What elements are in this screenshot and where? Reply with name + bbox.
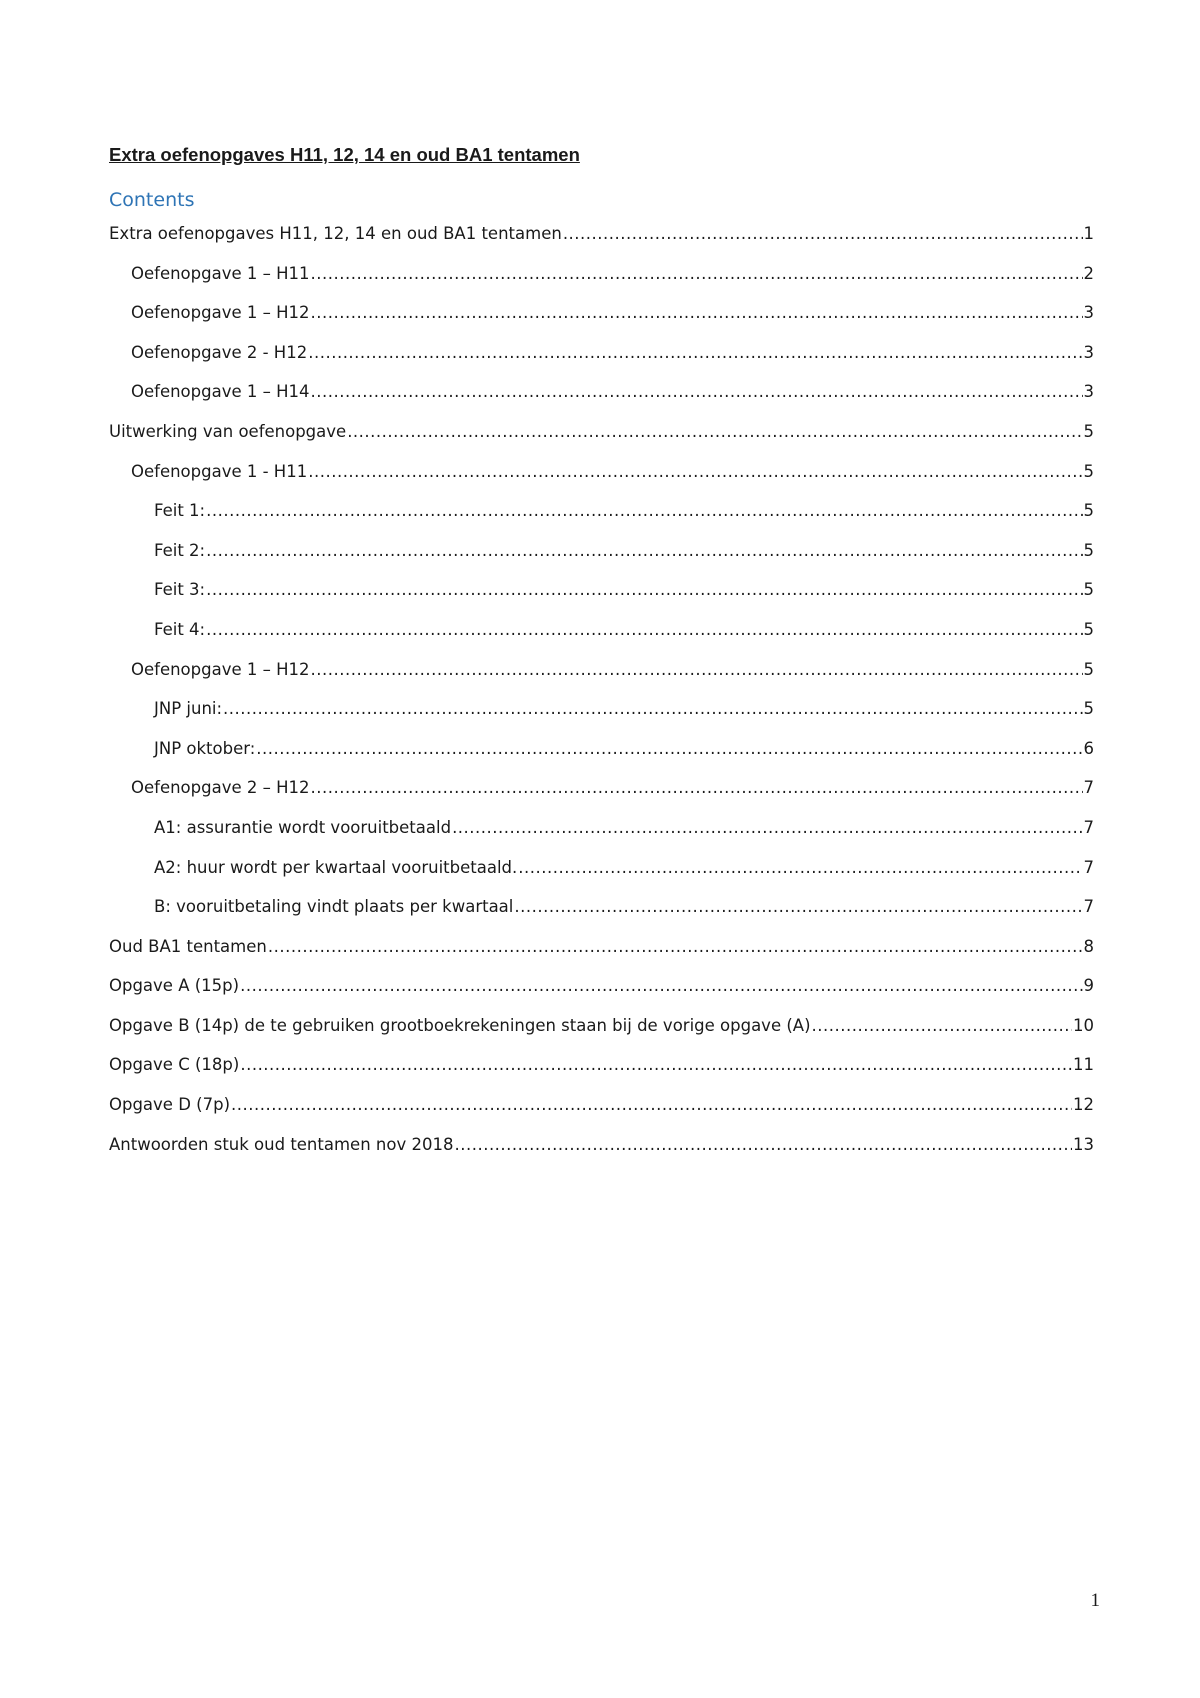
toc-entry[interactable] (109, 417, 1094, 457)
toc-dot-leader (311, 298, 1083, 328)
toc-entry-text: Oefenopgave 1 – H14 (131, 382, 310, 402)
toc-entry-page: 6 (1083, 738, 1094, 758)
toc-entry[interactable] (109, 536, 1094, 576)
toc-entry-page: 7 (1083, 857, 1094, 877)
toc-entry-page: 3 (1083, 303, 1094, 323)
toc-entry-text: Uitwerking van oefenopgave (109, 421, 347, 441)
toc-entry[interactable] (109, 1011, 1094, 1051)
toc-entry-page: 8 (1083, 936, 1094, 956)
toc-heading: Contents (109, 189, 195, 211)
toc-dot-leader (240, 971, 1082, 1001)
toc-entry-text: Oud BA1 tentamen (109, 936, 267, 956)
toc-dot-leader (223, 694, 1082, 724)
toc-dot-leader (206, 575, 1082, 605)
toc-entry[interactable] (109, 694, 1094, 734)
toc-entry-text: B: vooruitbetaling vindt plaats per kwartaal (154, 897, 514, 917)
toc-entry-text: A2: huur wordt per kwartaal vooruitbetaald. (154, 857, 518, 877)
toc-dot-leader (311, 259, 1083, 289)
toc-entry[interactable] (109, 575, 1094, 615)
toc-dot-leader (206, 536, 1082, 566)
toc-entry-page: 11 (1073, 1055, 1094, 1075)
toc-dot-leader (311, 377, 1083, 407)
toc-entry-page: 5 (1083, 501, 1094, 521)
toc-dot-leader (311, 773, 1083, 803)
toc-entry[interactable] (109, 457, 1094, 497)
toc-entry-text: A1: assurantie wordt vooruitbetaald (154, 817, 452, 837)
toc-entry[interactable] (109, 259, 1094, 299)
toc-entry-text: JNP juni: (154, 699, 223, 719)
toc-dot-leader (454, 1130, 1072, 1160)
toc-entry-text: Opgave D (7p) (109, 1095, 231, 1115)
toc-dot-leader (518, 853, 1082, 883)
toc-entry-text: Oefenopgave 1 – H11 (131, 263, 310, 283)
toc-entry[interactable] (109, 496, 1094, 536)
toc-entry-page: 5 (1083, 659, 1094, 679)
toc-entry[interactable] (109, 773, 1094, 813)
toc-dot-leader (231, 1090, 1072, 1120)
toc-entry-page: 7 (1083, 817, 1094, 837)
toc-entry[interactable] (109, 219, 1094, 259)
toc-entry-text: Antwoorden stuk oud tentamen nov 2018 (109, 1134, 454, 1154)
toc-entry-text: Oefenopgave 1 – H12 (131, 303, 310, 323)
toc-entry[interactable] (109, 813, 1094, 853)
toc-entry-page: 1 (1083, 224, 1094, 243)
toc-dot-leader (452, 813, 1082, 843)
toc-entry-page: 5 (1083, 540, 1094, 560)
toc-dot-leader (308, 457, 1082, 487)
toc-entry[interactable] (109, 1130, 1094, 1170)
toc-entry[interactable] (109, 298, 1094, 338)
toc-entry-text: Opgave C (18p) (109, 1055, 240, 1075)
table-of-contents (109, 219, 1094, 1169)
toc-entry-page: 10 (1073, 1015, 1094, 1035)
toc-dot-leader (206, 615, 1082, 645)
toc-entry-text: Extra oefenopgaves H11, 12, 14 en oud BA1 tentamen (109, 224, 562, 243)
toc-entry-text: Oefenopgave 1 - H11 (131, 461, 308, 481)
toc-dot-leader (311, 655, 1083, 685)
toc-entry-page: 9 (1083, 976, 1094, 996)
toc-entry-text: Feit 1: (154, 501, 206, 521)
toc-dot-leader (268, 932, 1083, 962)
toc-entry[interactable] (109, 338, 1094, 378)
toc-entry-text: Opgave B (14p) de te gebruiken grootboekrekeningen staan bij de vorige opgave (A) (109, 1015, 811, 1035)
toc-entry-page: 5 (1083, 580, 1094, 600)
toc-entry-page: 12 (1073, 1095, 1094, 1115)
toc-entry-text: Oefenopgave 1 – H12 (131, 659, 310, 679)
toc-entry-text: Feit 4: (154, 619, 206, 639)
toc-entry-text: Oefenopgave 2 - H12 (131, 342, 308, 362)
toc-entry-page: 7 (1083, 778, 1094, 798)
toc-dot-leader (256, 734, 1082, 764)
toc-entry[interactable] (109, 655, 1094, 695)
toc-entry-text: Feit 3: (154, 580, 206, 600)
toc-entry-page: 5 (1083, 461, 1094, 481)
toc-entry-page: 5 (1083, 619, 1094, 639)
toc-entry[interactable] (109, 615, 1094, 655)
page-title: Extra oefenopgaves H11, 12, 14 en oud BA1 tentamen (109, 144, 580, 165)
toc-entry-page: 3 (1083, 382, 1094, 402)
toc-entry-text: Oefenopgave 2 – H12 (131, 778, 310, 798)
toc-entry-text: JNP oktober: (154, 738, 256, 758)
toc-dot-leader (514, 892, 1082, 922)
toc-entry[interactable] (109, 932, 1094, 972)
toc-dot-leader (563, 219, 1083, 249)
toc-entry[interactable] (109, 734, 1094, 774)
toc-dot-leader (812, 1011, 1072, 1041)
toc-entry[interactable] (109, 1090, 1094, 1130)
toc-dot-leader (240, 1050, 1072, 1080)
toc-dot-leader (347, 417, 1082, 447)
page-number: 1 (1090, 1590, 1100, 1611)
toc-entry[interactable] (109, 853, 1094, 893)
toc-entry-page: 2 (1083, 263, 1094, 283)
toc-entry-text: Feit 2: (154, 540, 206, 560)
toc-entry-text: Opgave A (15p) (109, 976, 240, 996)
toc-entry[interactable] (109, 892, 1094, 932)
toc-dot-leader (206, 496, 1082, 526)
toc-entry-page: 5 (1083, 421, 1094, 441)
toc-entry[interactable] (109, 377, 1094, 417)
toc-entry[interactable] (109, 1050, 1094, 1090)
toc-entry-page: 5 (1083, 699, 1094, 719)
toc-dot-leader (308, 338, 1082, 368)
toc-entry-page: 13 (1073, 1134, 1094, 1154)
toc-entry-page: 7 (1083, 897, 1094, 917)
toc-entry-page: 3 (1083, 342, 1094, 362)
toc-entry[interactable] (109, 971, 1094, 1011)
